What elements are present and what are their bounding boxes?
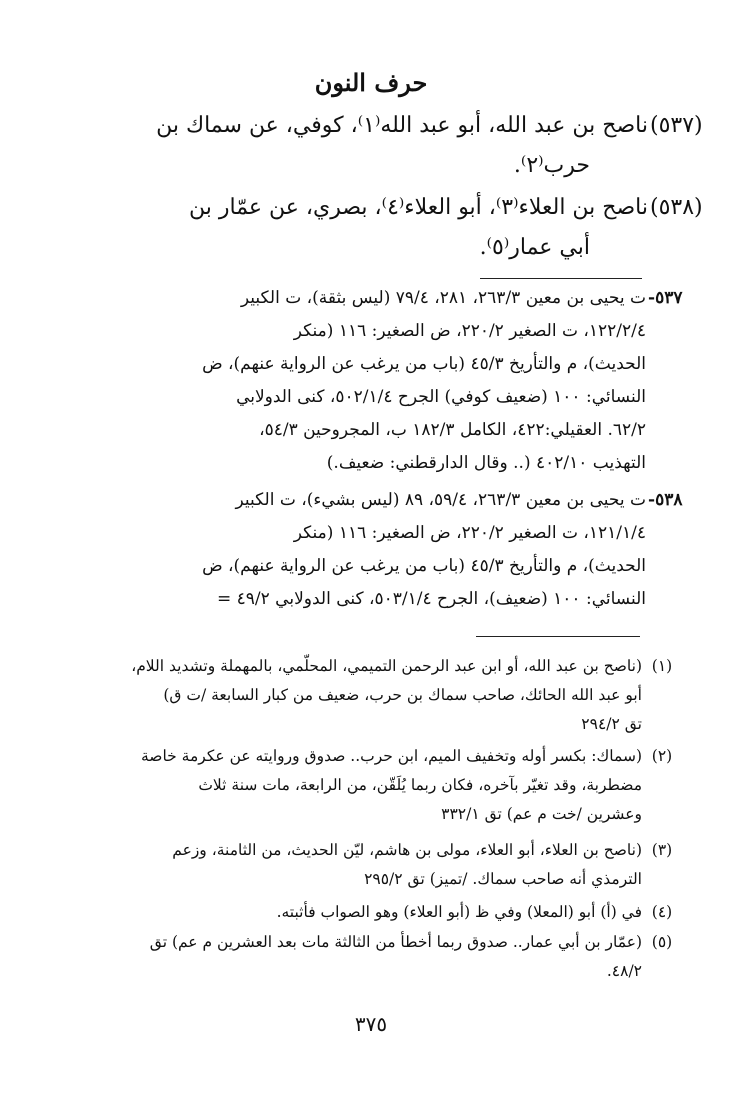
entry-number: (٥٣٧) (650, 113, 703, 138)
entry-538 (82, 188, 703, 268)
source-block-537 (92, 282, 683, 480)
footnote-divider (476, 636, 640, 637)
source-line: ١٢١/١/٤، ت الصغير ٢٢٠/٢، ض الصغير: ١١٦ (منكر (293, 523, 646, 543)
source-number: ٥٣٧- (648, 288, 683, 308)
footnote-1 (68, 652, 673, 739)
footnote-number: (٥) (651, 933, 673, 951)
footnote-5 (68, 928, 673, 986)
footnote-number: (١) (651, 657, 673, 675)
source-line: ١٢٢/٢/٤، ت الصغير ٢٢٠/٢، ض الصغير: ١١٦ (منكر (293, 321, 646, 341)
source-line: ت يحيى بن معين ٢٦٣/٣، ٢٨١، ٧٩/٤ (ليس بثقة)، ت الكبير (240, 288, 646, 308)
entry-text-line: حرب⁽٢⁾. (513, 153, 590, 178)
entry-537 (82, 106, 703, 186)
footnote-line: أبو عبد الله الحائك، صاحب سماك بن حرب، ضعيف من كبار السابعة /ت ق) (163, 686, 642, 704)
source-line: الحديث)، م والتأريخ ٤٥/٣ (باب من يرغب عن الرواية عنهم)، ض (202, 354, 646, 374)
footnote-line: (ناصح بن عبد الله، أو ابن عبد الرحمن التميمي، المحلّمي، بالمهملة وتشديد اللام، (131, 657, 642, 675)
source-line: التهذيب ٤٠٢/١٠ (.. وقال الدارقطني: ضعيف.) (326, 453, 646, 473)
footnote-number: (٢) (651, 747, 673, 765)
footnote-line: (ناصح بن العلاء، أبو العلاء، مولى بن هاشم، ليّن الحديث، من الثامنة، وزعم (172, 841, 642, 859)
entry-text-line: ناصح بن العلاء⁽٣⁾، أبو العلاء⁽٤⁾، بصري، عن عمّار بن (189, 195, 648, 220)
source-line: ت يحيى بن معين ٢٦٣/٣، ٥٩/٤، ٨٩ (ليس بشيء)، ت الكبير (235, 490, 646, 510)
entry-text-line: أبي عمار⁽٥⁾. (479, 235, 590, 260)
footnote-line: في (أ) أبو (المعلا) وفي ظ (أبو العلاء) وهو الصواب فأثبته. (276, 903, 642, 921)
footnote-2 (68, 742, 673, 829)
source-line: النسائي: ١٠٠ (ضعيف كوفي) الجرح ٥٠٢/١/٤، كنى الدولابي (236, 387, 646, 407)
footnote-line: (سماك: بكسر أوله وتخفيف الميم، ابن حرب.. صدوق وروايته عن عكرمة خاصة (140, 747, 642, 765)
source-block-538 (92, 484, 683, 616)
footnote-number: (٤) (651, 903, 673, 921)
source-number: ٥٣٨- (648, 490, 683, 510)
footnote-line: (عمّار بن أبي عمار.. صدوق ربما أخطأ من الثالثة مات بعد العشرين م عم) تق (149, 933, 642, 951)
source-line: الحديث)، م والتأريخ ٤٥/٣ (باب من يرغب عن الرواية عنهم)، ض (202, 556, 646, 576)
source-line: ٦٢/٢. العقيلي:٤٢٢، الكامل ١٨٢/٣ ب، المجروحين ٥٤/٣، (259, 420, 646, 440)
page-number: ٣٧٥ (354, 1012, 388, 1036)
footnote-line: مضطربة، وقد تغيّر بآخره، فكان ربما يُلَقّن، من الرابعة، مات سنة ثلاث (198, 776, 642, 794)
entry-number: (٥٣٨) (650, 195, 703, 220)
section-divider (480, 278, 642, 279)
footnote-line: تق ٢٩٤/٢ (581, 715, 642, 733)
entry-text-line: ناصح بن عبد الله، أبو عبد الله⁽١⁾، كوفي، عن سماك بن (156, 113, 648, 138)
source-line: النسائي: ١٠٠ (ضعيف)، الجرح ٥٠٣/١/٤، كنى الدولابي ٤٩/٢ = (216, 589, 646, 609)
footnote-number: (٣) (651, 841, 673, 859)
footnote-line: ٤٨/٢. (606, 962, 642, 980)
footnote-line: الترمذي أنه صاحب سماك. /تميز) تق ٢٩٥/٢ (364, 870, 642, 888)
footnote-3 (68, 836, 673, 894)
footnote-line: وعشرين /خت م عم) تق ٣٣٢/١ (441, 805, 642, 823)
footnote-4 (68, 898, 673, 927)
page-header-title: حرف النون (314, 68, 428, 97)
